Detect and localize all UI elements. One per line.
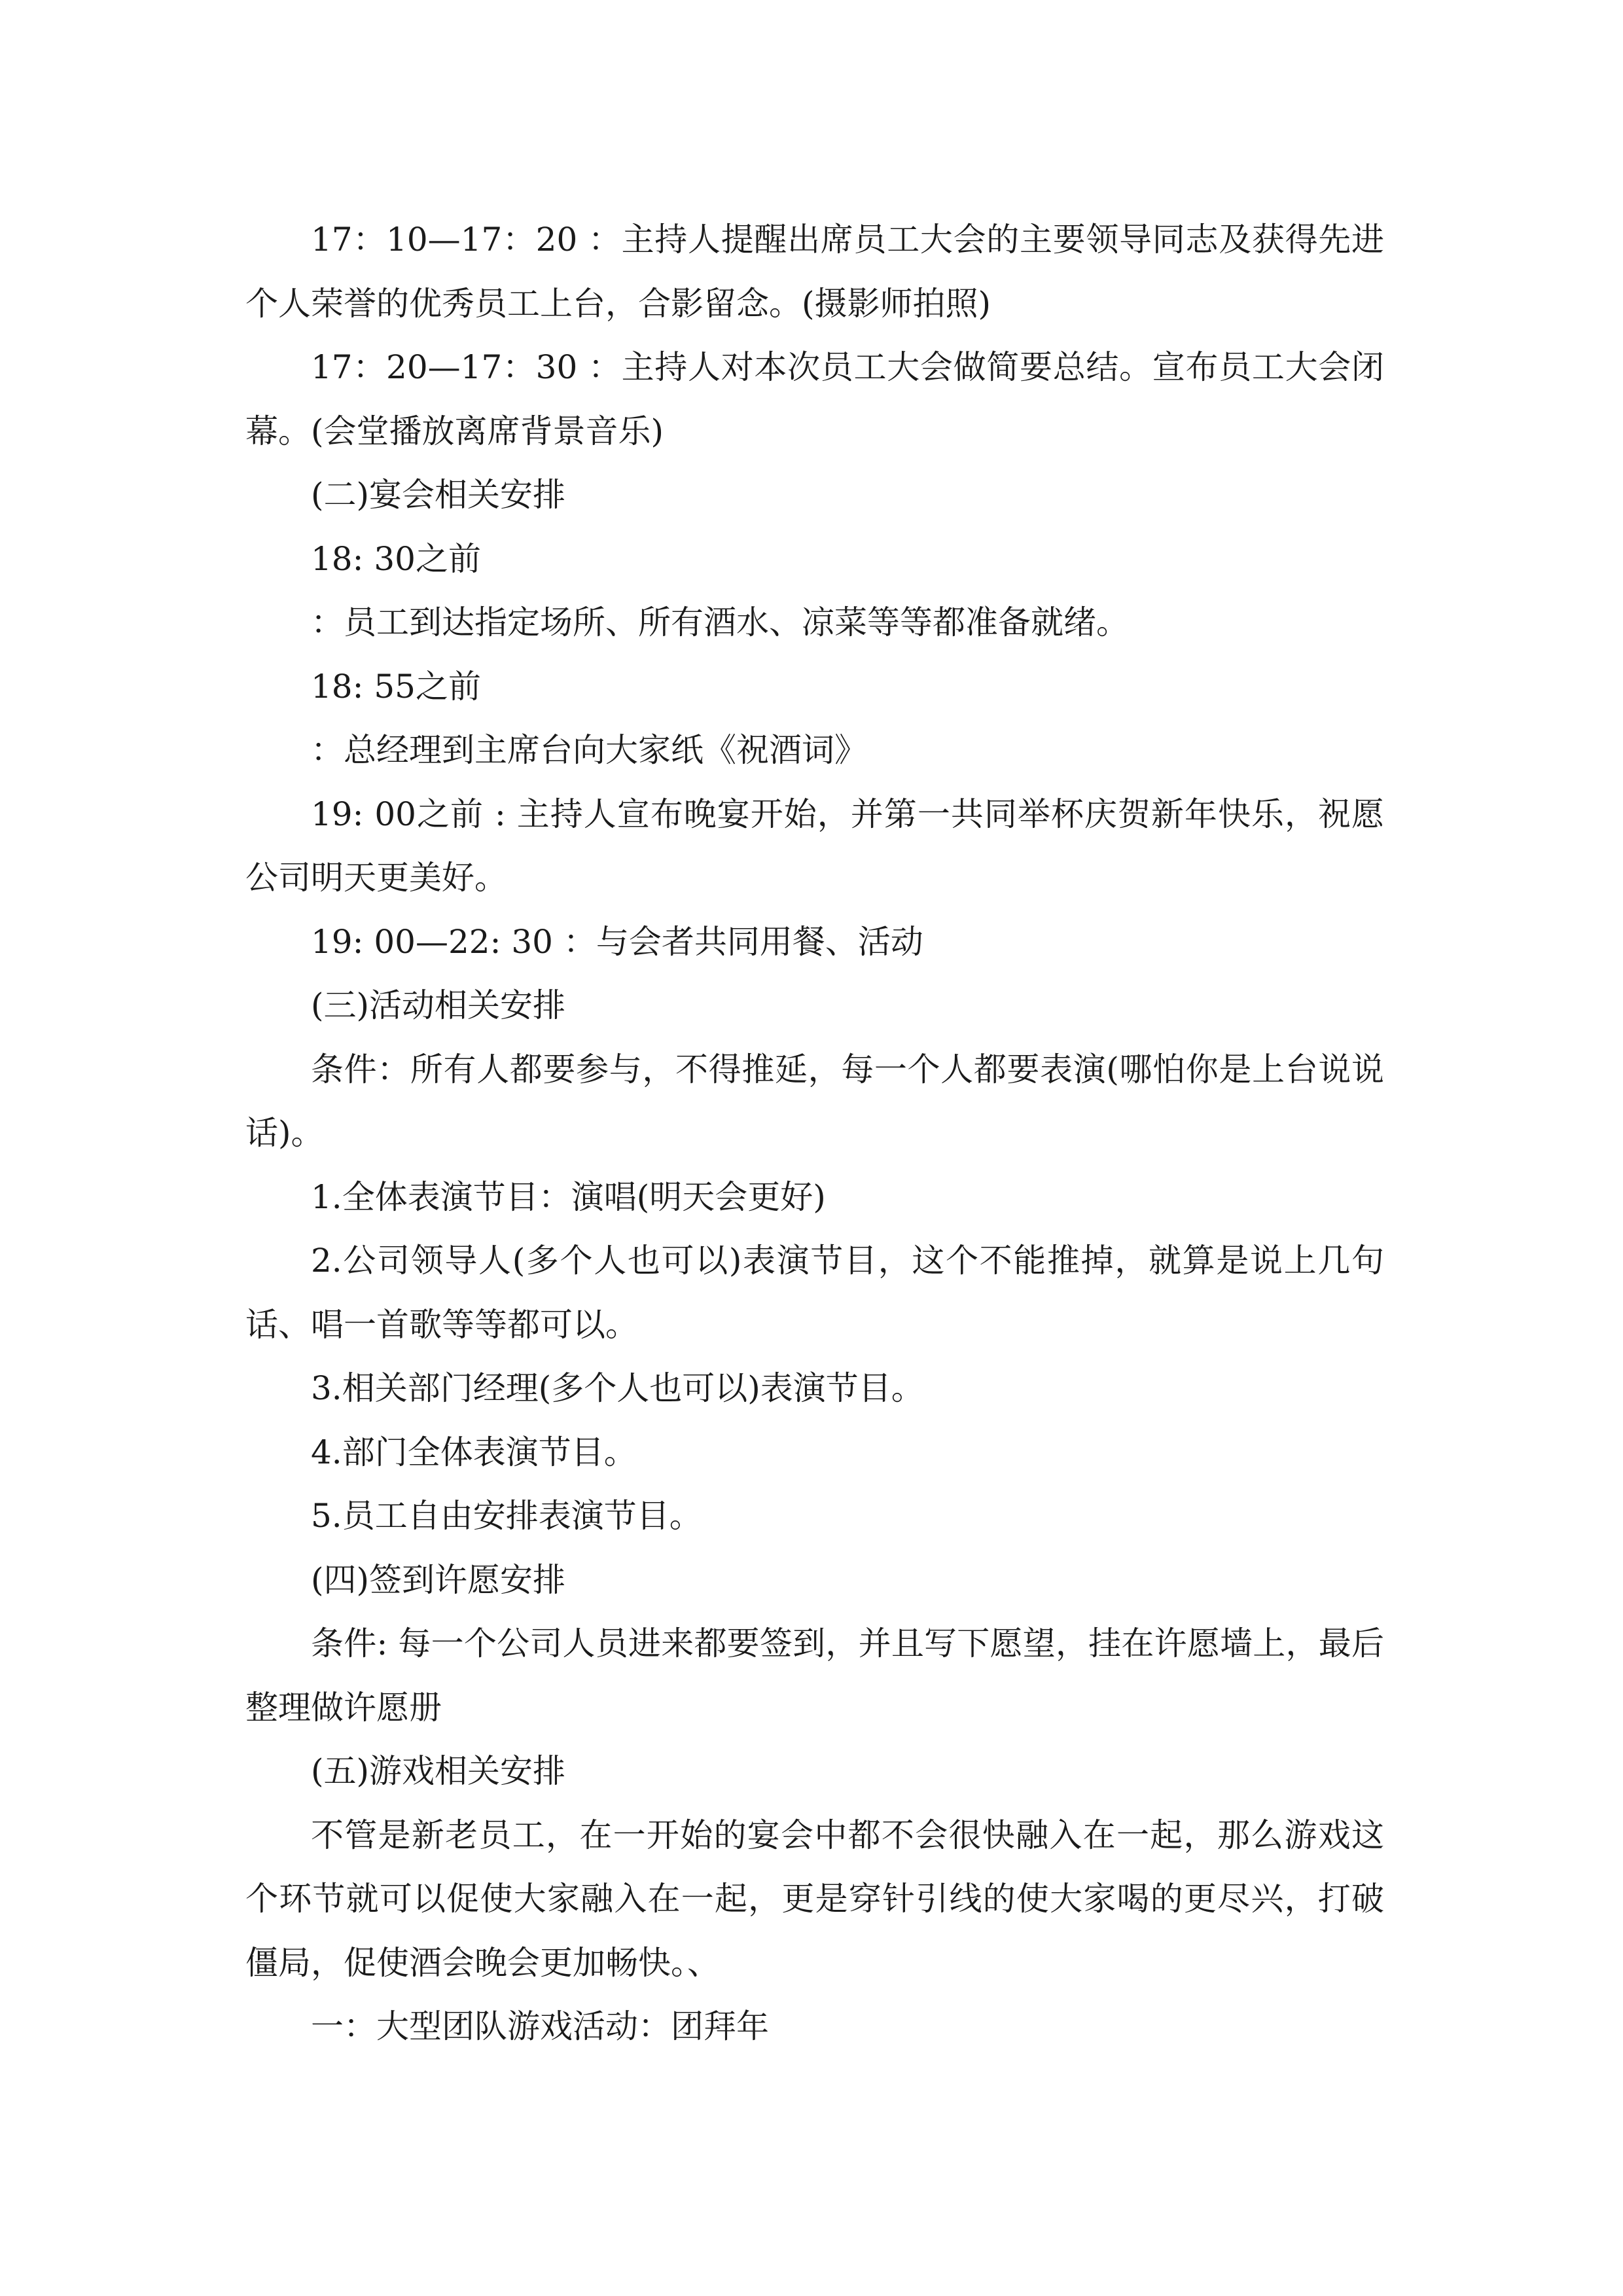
paragraph-time-1855: 18: 55之前 — [311, 667, 481, 706]
paragraph-time-1830: 18: 30之前 — [311, 539, 481, 578]
paragraph-games: 不管是新老员工，在一开始的宴会中都不会很快融入在一起，那么游戏这个环节就可以促使大家融入在一起，更是穿针引线的使大家喝的更尽兴，打破僵局，促使酒会晚会更加畅快。、 — [245, 1816, 1384, 1982]
list-item-2: 2.公司领导人(多个人也可以)表演节目，这个不能推掉，就算是说上几句话、唱一首歌等等都可以。 — [245, 1242, 1384, 1344]
paragraph-signin-conditions: 条件: 每一个公司人员进来都要签到，并且写下愿望，挂在许愿墙上，最后整理做许愿册 — [245, 1624, 1384, 1727]
list-item-4: 4.部门全体表演节目。 — [311, 1433, 637, 1471]
list-item-1: 1.全体表演节目：演唱(明天会更好) — [311, 1177, 826, 1216]
list-item-5: 5.员工自由安排表演节目。 — [311, 1497, 702, 1535]
section-heading-banquet: (二)宴会相关安排 — [311, 476, 566, 514]
section-heading-signin: (四)签到许愿安排 — [311, 1560, 566, 1599]
document-body — [245, 208, 1384, 2059]
section-heading-activities: (三)活动相关安排 — [311, 986, 566, 1024]
paragraph-1: 17：10—17：20 ：主持人提醒出席员工大会的主要领导同志及获得先进个人荣誉的优秀员工上台，合影留念。(摄影师拍照) — [245, 221, 1384, 323]
paragraph-dinner: 19: 00—22: 30 ：与会者共同用餐、活动 — [311, 922, 923, 961]
section-heading-games: (五)游戏相关安排 — [311, 1752, 566, 1790]
paragraph-time-1900: 19: 00之前 : 主持人宣布晚宴开始，并第一共同举杯庆贺新年快乐，祝愿公司明天更美好。 — [245, 795, 1384, 897]
paragraph-staff-arrival: ：员工到达指定场所、所有酒水、凉菜等等都准备就绪。 — [311, 603, 1129, 641]
paragraph-toast: ：总经理到主席台向大家纸《祝酒词》 — [311, 731, 867, 769]
paragraph-2: 17：20—17：30 ：主持人对本次员工大会做简要总结。宣布员工大会闭幕。(会堂播放离席背景音乐) — [245, 348, 1384, 450]
paragraph-team-game: 一：大型团队游戏活动：团拜年 — [311, 2007, 769, 2045]
list-item-3: 3.相关部门经理(多个人也可以)表演节目。 — [311, 1369, 924, 1407]
paragraph-activity-conditions: 条件：所有人都要参与，不得推延，每一个人都要表演(哪怕你是上台说说话)。 — [245, 1050, 1384, 1152]
